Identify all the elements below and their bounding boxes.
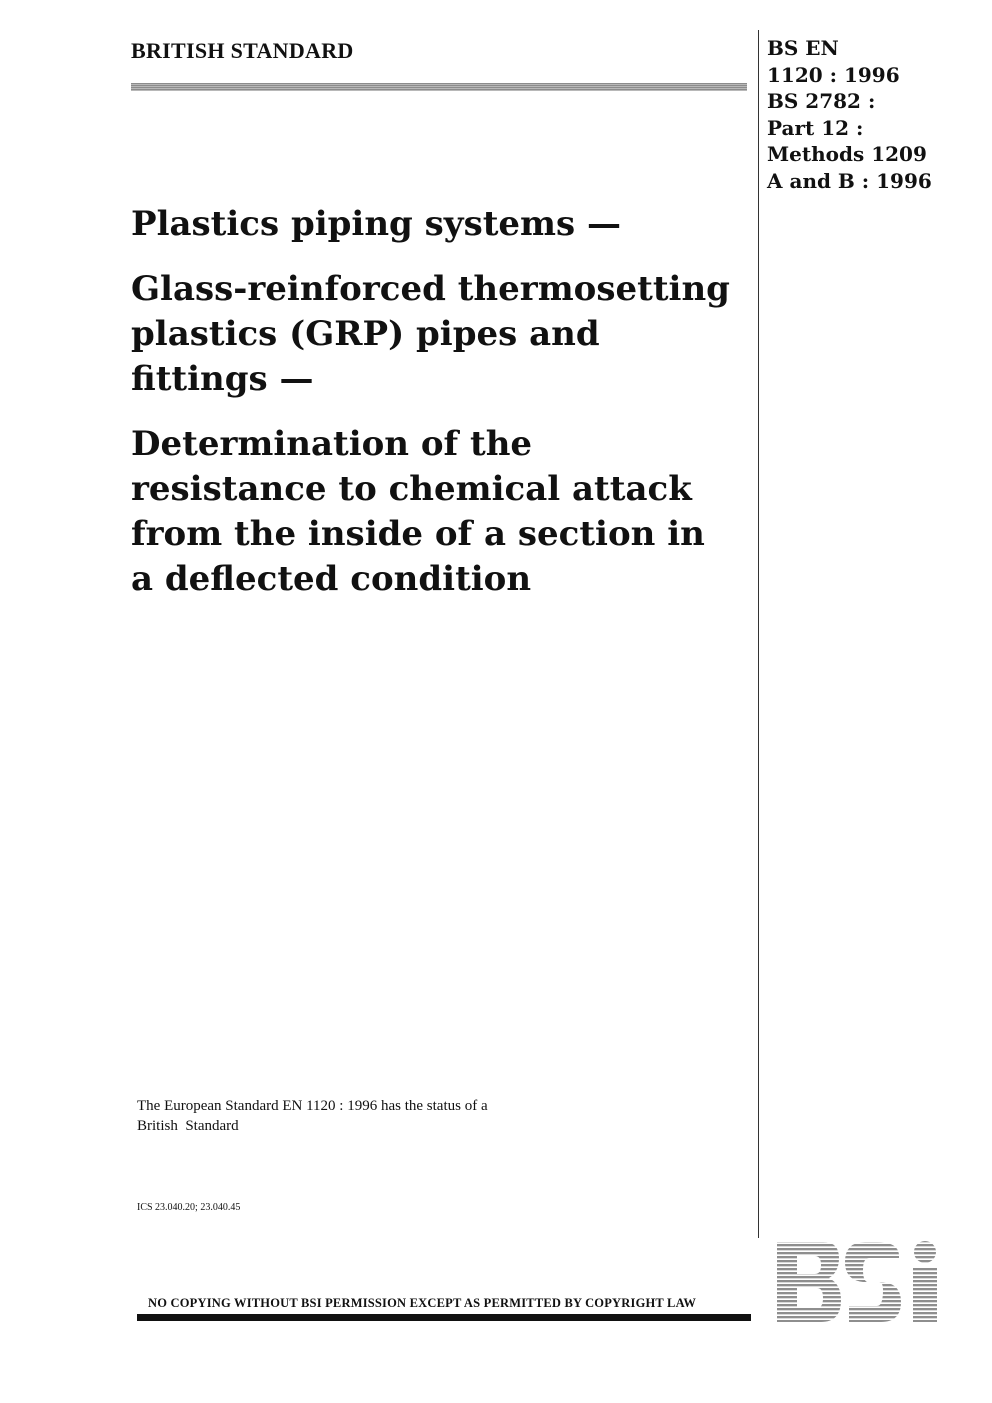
bsi-logo — [773, 1240, 949, 1324]
document-title — [131, 202, 751, 622]
status-note — [137, 1096, 488, 1136]
standard-number-line: Methods 1209 — [767, 142, 927, 167]
title-line: a deflected condition — [131, 559, 532, 599]
title-line: plastics (GRP) pipes and — [131, 314, 600, 354]
title-line: Determination of the — [131, 424, 533, 464]
title-line: resistance to chemical attack — [131, 469, 692, 509]
standard-number-line: BS 2782 : — [767, 89, 876, 114]
standard-number-line: BS EN — [767, 36, 839, 60]
title-line: fittings — — [131, 359, 314, 399]
copyright-notice: NO COPYING WITHOUT BSI PERMISSION EXCEPT AS PERMITTED BY COPYRIGHT LAW — [148, 1296, 697, 1310]
standard-number-line: 1120 : 1996 — [767, 62, 900, 87]
status-note-line: British Standard — [137, 1118, 239, 1134]
document-type-label: BRITISH STANDARD — [131, 38, 354, 63]
ics-code: ICS 23.040.20; 23.040.45 — [137, 1202, 241, 1213]
footer-rule — [137, 1314, 751, 1321]
standard-number-line: Part 12 : — [767, 115, 864, 140]
standard-number-line: A and B : 1996 — [767, 168, 932, 193]
vertical-divider — [758, 30, 759, 1238]
header-rule — [131, 83, 747, 91]
title-line: from the inside of a section in — [131, 514, 705, 554]
standard-number-block — [767, 35, 932, 195]
title-part-1 — [131, 202, 751, 247]
status-note-line: The European Standard EN 1120 : 1996 has the status of a — [137, 1098, 488, 1114]
title-line: Plastics piping systems — — [131, 204, 621, 244]
title-line: Glass-reinforced thermosetting — [131, 269, 730, 309]
title-part-3 — [131, 422, 751, 602]
title-part-2 — [131, 267, 751, 402]
